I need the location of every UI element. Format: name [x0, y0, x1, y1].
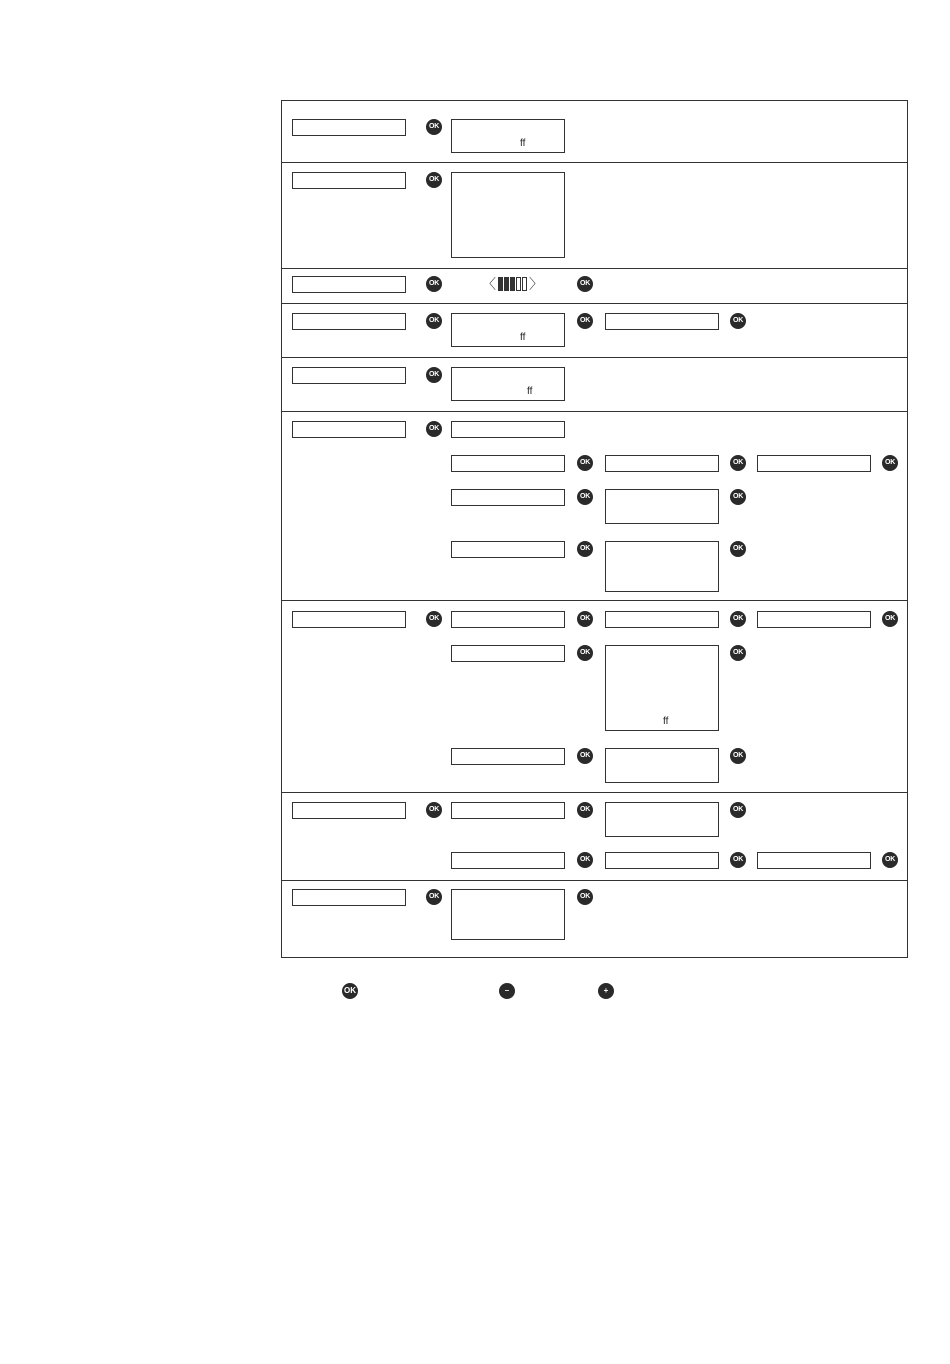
ok-button-icon: OK — [577, 611, 593, 627]
level-selector — [482, 274, 543, 294]
menu-item-box — [605, 313, 719, 330]
menu-item-box — [292, 172, 406, 189]
row-divider — [282, 792, 907, 793]
display-screen — [451, 119, 565, 153]
display-screen — [605, 802, 719, 837]
menu-item-box — [451, 748, 565, 765]
screen-text: ff — [520, 138, 526, 149]
menu-item-box — [605, 852, 719, 869]
level-bar-filled — [510, 277, 515, 291]
menu-item-box — [757, 611, 871, 628]
menu-item-box — [451, 541, 565, 558]
row-divider — [282, 268, 907, 269]
minus-button-icon: – — [499, 983, 515, 999]
chevron-right-icon: 〉 — [529, 276, 543, 292]
ok-button-icon: OK — [426, 172, 442, 188]
menu-item-box — [292, 611, 406, 628]
ok-button-icon: OK — [577, 276, 593, 292]
screen-text: ff — [663, 716, 669, 727]
ok-button-icon: OK — [426, 889, 442, 905]
menu-item-box — [451, 802, 565, 819]
menu-item-box — [292, 276, 406, 293]
ok-button-icon: OK — [342, 983, 358, 999]
ok-button-icon: OK — [730, 645, 746, 661]
display-screen — [605, 645, 719, 731]
ok-button-icon: OK — [882, 852, 898, 868]
menu-item-box — [292, 421, 406, 438]
menu-item-box — [292, 367, 406, 384]
ok-button-icon: OK — [577, 802, 593, 818]
ok-button-icon: OK — [730, 455, 746, 471]
menu-item-box — [451, 611, 565, 628]
menu-item-box — [292, 889, 406, 906]
chevron-left-icon: 〈 — [482, 276, 496, 292]
level-bar-empty — [516, 277, 521, 291]
ok-button-icon: OK — [426, 421, 442, 437]
ok-button-icon: OK — [577, 455, 593, 471]
ok-button-icon: OK — [426, 313, 442, 329]
menu-item-box — [605, 611, 719, 628]
screen-text: ff — [520, 332, 526, 343]
menu-item-box — [292, 802, 406, 819]
display-screen — [451, 367, 565, 401]
ok-button-icon: OK — [426, 611, 442, 627]
ok-button-icon: OK — [426, 119, 442, 135]
menu-item-box — [292, 313, 406, 330]
ok-button-icon: OK — [426, 802, 442, 818]
ok-button-icon: OK — [730, 313, 746, 329]
ok-button-icon: OK — [730, 802, 746, 818]
display-screen — [605, 748, 719, 783]
ok-button-icon: OK — [577, 852, 593, 868]
menu-item-box — [451, 455, 565, 472]
row-divider — [282, 600, 907, 601]
menu-item-box — [451, 421, 565, 438]
level-bar-filled — [504, 277, 509, 291]
ok-button-icon: OK — [577, 889, 593, 905]
ok-button-icon: OK — [882, 611, 898, 627]
ok-button-icon: OK — [730, 611, 746, 627]
display-screen — [605, 541, 719, 592]
menu-item-box — [757, 455, 871, 472]
level-bar-empty — [522, 277, 527, 291]
menu-item-box — [292, 119, 406, 136]
display-screen — [451, 889, 565, 940]
row-divider — [282, 411, 907, 412]
ok-button-icon: OK — [730, 748, 746, 764]
menu-item-box — [451, 489, 565, 506]
ok-button-icon: OK — [577, 645, 593, 661]
ok-button-icon: OK — [577, 489, 593, 505]
row-divider — [282, 303, 907, 304]
row-divider — [282, 162, 907, 163]
page-top-rule — [0, 0, 950, 1]
menu-item-box — [605, 455, 719, 472]
menu-item-box — [451, 645, 565, 662]
display-screen — [451, 172, 565, 258]
ok-button-icon: OK — [730, 541, 746, 557]
ok-button-icon: OK — [730, 852, 746, 868]
ok-button-icon: OK — [730, 489, 746, 505]
level-bar-filled — [498, 277, 503, 291]
display-screen — [451, 313, 565, 347]
menu-flow-diagram — [281, 100, 908, 958]
screen-text: ff — [527, 386, 533, 397]
ok-button-icon: OK — [577, 313, 593, 329]
plus-button-icon: + — [598, 983, 614, 999]
ok-button-icon: OK — [577, 748, 593, 764]
ok-button-icon: OK — [577, 541, 593, 557]
ok-button-icon: OK — [426, 276, 442, 292]
display-screen — [605, 489, 719, 524]
row-divider — [282, 880, 907, 881]
row-divider — [282, 357, 907, 358]
level-bars — [498, 277, 527, 291]
ok-button-icon: OK — [426, 367, 442, 383]
ok-button-icon: OK — [882, 455, 898, 471]
menu-item-box — [757, 852, 871, 869]
menu-item-box — [451, 852, 565, 869]
